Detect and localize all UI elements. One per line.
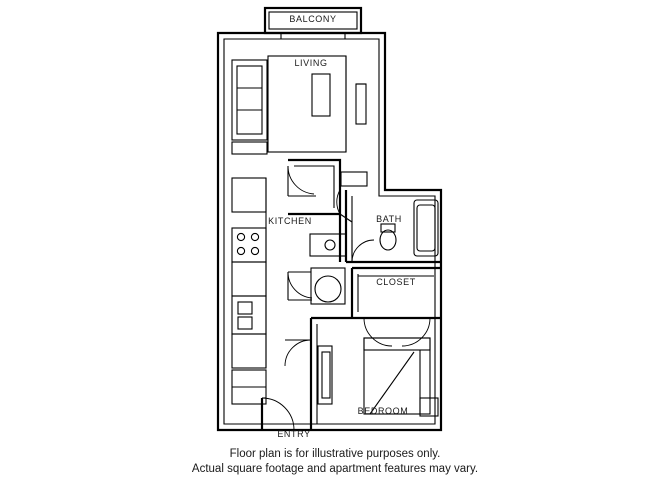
bedroom-furniture: [285, 338, 438, 416]
entry-area: [232, 370, 311, 439]
caption-line-1: Floor plan is for illustrative purposes only.: [229, 448, 441, 460]
room-label-closet: CLOSET: [376, 277, 416, 287]
room-label-living: LIVING: [294, 58, 328, 68]
room-label-kitchen: KITCHEN: [268, 216, 312, 226]
room-label-balcony: BALCONY: [289, 14, 337, 24]
room-label-bedroom: BEDROOM: [357, 406, 409, 416]
living-room-furniture: [232, 56, 366, 154]
closet-area: [358, 276, 434, 346]
room-label-bath: BATH: [376, 214, 402, 224]
balcony-area: [265, 8, 361, 39]
laundry-fixtures: [288, 166, 352, 304]
room-label-entry: ENTRY: [277, 429, 311, 439]
bath-fixtures: [310, 200, 438, 262]
caption-line-2: Actual square footage and apartment features may vary.: [191, 463, 479, 475]
